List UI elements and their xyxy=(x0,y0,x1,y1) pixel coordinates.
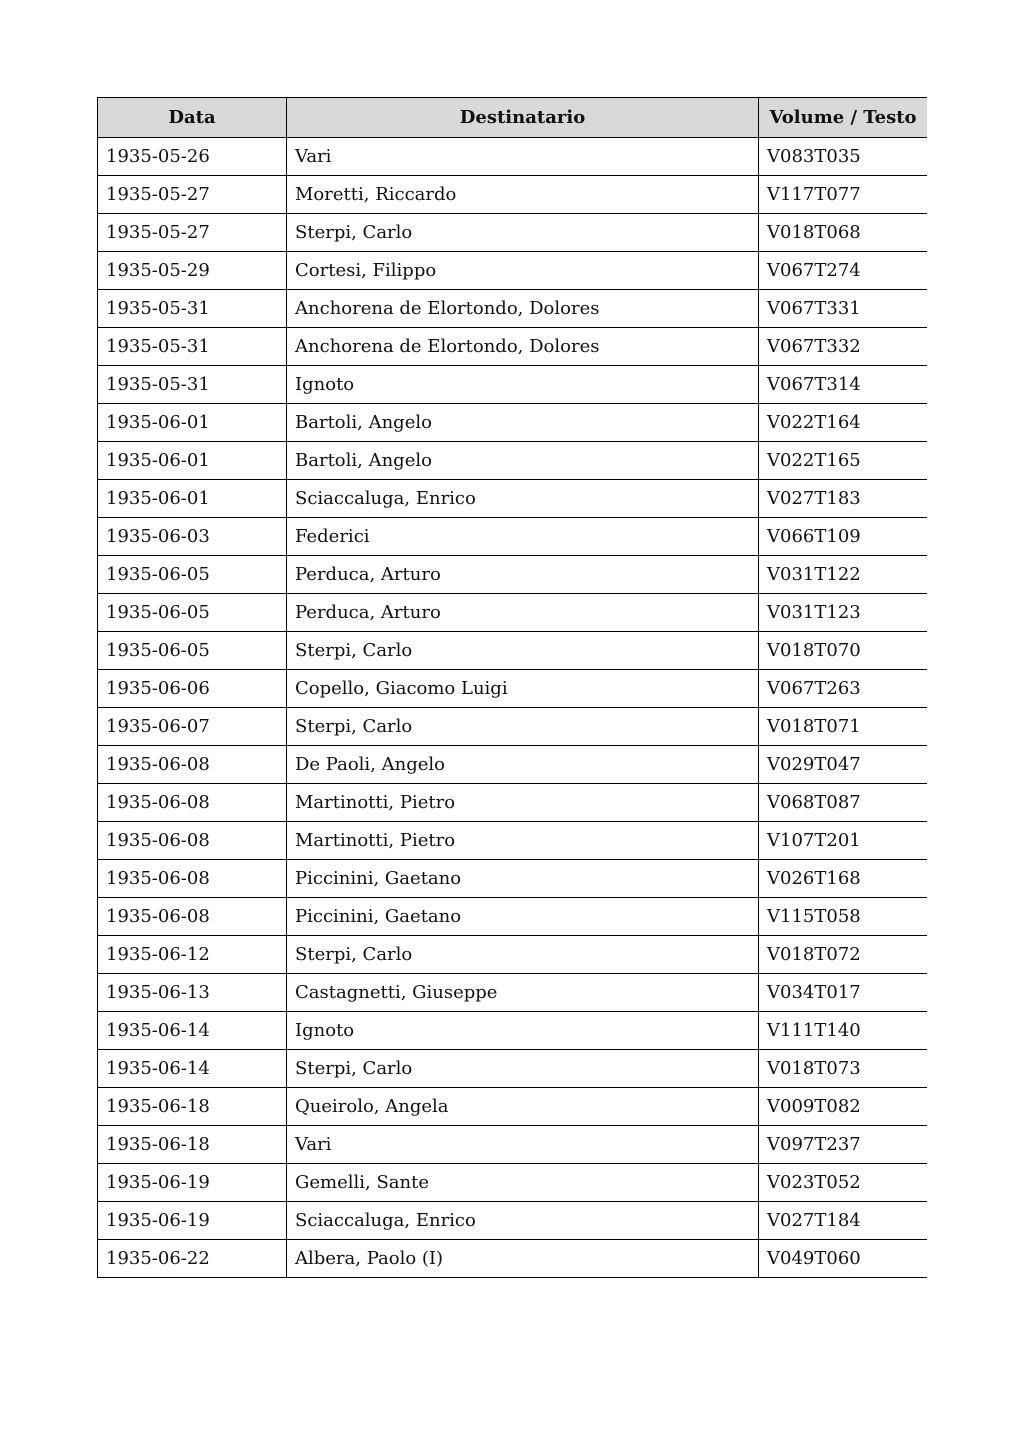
table-row xyxy=(98,556,928,594)
cell-destinatario: Castagnetti, Giuseppe xyxy=(287,974,759,1012)
table-row xyxy=(98,328,928,366)
cell-data: 1935-06-12 xyxy=(98,936,287,974)
table-row xyxy=(98,404,928,442)
cell-destinatario: Queirolo, Angela xyxy=(287,1088,759,1126)
table-row xyxy=(98,480,928,518)
cell-data: 1935-06-08 xyxy=(98,784,287,822)
cell-destinatario: Bartoli, Angelo xyxy=(287,442,759,480)
cell-volume-testo: V018T073 xyxy=(759,1050,928,1088)
cell-destinatario: Sterpi, Carlo xyxy=(287,936,759,974)
table-row xyxy=(98,860,928,898)
cell-data: 1935-05-27 xyxy=(98,176,287,214)
cell-destinatario: Sciaccaluga, Enrico xyxy=(287,480,759,518)
table-row xyxy=(98,822,928,860)
cell-volume-testo: V068T087 xyxy=(759,784,928,822)
cell-data: 1935-06-14 xyxy=(98,1050,287,1088)
cell-volume-testo: V023T052 xyxy=(759,1164,928,1202)
table-row xyxy=(98,1164,928,1202)
cell-destinatario: Moretti, Riccardo xyxy=(287,176,759,214)
table-row xyxy=(98,1050,928,1088)
cell-destinatario: Martinotti, Pietro xyxy=(287,784,759,822)
cell-volume-testo: V018T070 xyxy=(759,632,928,670)
cell-volume-testo: V107T201 xyxy=(759,822,928,860)
cell-volume-testo: V022T164 xyxy=(759,404,928,442)
table-row xyxy=(98,632,928,670)
cell-volume-testo: V111T140 xyxy=(759,1012,928,1050)
table-row xyxy=(98,1202,928,1240)
cell-destinatario: Anchorena de Elortondo, Dolores xyxy=(287,328,759,366)
cell-data: 1935-06-22 xyxy=(98,1240,287,1278)
header-data: Data xyxy=(98,98,287,138)
cell-data: 1935-06-08 xyxy=(98,746,287,784)
cell-destinatario: De Paoli, Angelo xyxy=(287,746,759,784)
cell-destinatario: Sterpi, Carlo xyxy=(287,1050,759,1088)
cell-volume-testo: V067T314 xyxy=(759,366,928,404)
cell-volume-testo: V029T047 xyxy=(759,746,928,784)
cell-data: 1935-06-18 xyxy=(98,1126,287,1164)
cell-destinatario: Sterpi, Carlo xyxy=(287,214,759,252)
cell-volume-testo: V115T058 xyxy=(759,898,928,936)
table-row xyxy=(98,252,928,290)
cell-data: 1935-06-08 xyxy=(98,860,287,898)
cell-destinatario: Piccinini, Gaetano xyxy=(287,898,759,936)
cell-destinatario: Federici xyxy=(287,518,759,556)
cell-data: 1935-05-31 xyxy=(98,328,287,366)
table-row xyxy=(98,708,928,746)
cell-volume-testo: V067T332 xyxy=(759,328,928,366)
cell-volume-testo: V031T122 xyxy=(759,556,928,594)
table-row xyxy=(98,1126,928,1164)
cell-volume-testo: V097T237 xyxy=(759,1126,928,1164)
cell-data: 1935-06-07 xyxy=(98,708,287,746)
cell-volume-testo: V027T183 xyxy=(759,480,928,518)
table-row xyxy=(98,176,928,214)
table-header xyxy=(98,98,928,138)
cell-data: 1935-05-29 xyxy=(98,252,287,290)
cell-destinatario: Vari xyxy=(287,1126,759,1164)
cell-destinatario: Albera, Paolo (I) xyxy=(287,1240,759,1278)
cell-volume-testo: V027T184 xyxy=(759,1202,928,1240)
table-row xyxy=(98,936,928,974)
cell-volume-testo: V049T060 xyxy=(759,1240,928,1278)
cell-data: 1935-06-01 xyxy=(98,404,287,442)
cell-volume-testo: V117T077 xyxy=(759,176,928,214)
cell-data: 1935-06-08 xyxy=(98,898,287,936)
table-row xyxy=(98,214,928,252)
cell-data: 1935-06-19 xyxy=(98,1164,287,1202)
cell-destinatario: Copello, Giacomo Luigi xyxy=(287,670,759,708)
cell-data: 1935-06-01 xyxy=(98,442,287,480)
cell-destinatario: Bartoli, Angelo xyxy=(287,404,759,442)
cell-destinatario: Gemelli, Sante xyxy=(287,1164,759,1202)
table-row xyxy=(98,366,928,404)
cell-data: 1935-06-01 xyxy=(98,480,287,518)
cell-destinatario: Sterpi, Carlo xyxy=(287,632,759,670)
cell-data: 1935-06-05 xyxy=(98,594,287,632)
cell-data: 1935-06-14 xyxy=(98,1012,287,1050)
cell-volume-testo: V067T331 xyxy=(759,290,928,328)
cell-destinatario: Piccinini, Gaetano xyxy=(287,860,759,898)
cell-volume-testo: V026T168 xyxy=(759,860,928,898)
cell-destinatario: Cortesi, Filippo xyxy=(287,252,759,290)
cell-data: 1935-06-13 xyxy=(98,974,287,1012)
header-volume-testo: Volume / Testo xyxy=(759,98,928,138)
table-row xyxy=(98,898,928,936)
cell-volume-testo: V031T123 xyxy=(759,594,928,632)
table-row xyxy=(98,784,928,822)
cell-destinatario: Ignoto xyxy=(287,366,759,404)
cell-data: 1935-06-05 xyxy=(98,632,287,670)
table-body xyxy=(98,138,928,1278)
table-row xyxy=(98,974,928,1012)
cell-data: 1935-06-08 xyxy=(98,822,287,860)
cell-volume-testo: V018T071 xyxy=(759,708,928,746)
table-row xyxy=(98,1012,928,1050)
cell-destinatario: Anchorena de Elortondo, Dolores xyxy=(287,290,759,328)
cell-destinatario: Sterpi, Carlo xyxy=(287,708,759,746)
table-row xyxy=(98,746,928,784)
cell-volume-testo: V022T165 xyxy=(759,442,928,480)
cell-destinatario: Martinotti, Pietro xyxy=(287,822,759,860)
letters-table-container xyxy=(97,97,927,1311)
cell-destinatario: Vari xyxy=(287,138,759,176)
table-row xyxy=(98,1088,928,1126)
cell-volume-testo: V009T082 xyxy=(759,1088,928,1126)
cell-data: 1935-05-26 xyxy=(98,138,287,176)
table-row xyxy=(98,290,928,328)
cell-volume-testo: V067T274 xyxy=(759,252,928,290)
cell-volume-testo: V067T263 xyxy=(759,670,928,708)
header-row xyxy=(98,98,928,138)
cell-data: 1935-06-06 xyxy=(98,670,287,708)
cell-destinatario: Sciaccaluga, Enrico xyxy=(287,1202,759,1240)
cell-data: 1935-06-18 xyxy=(98,1088,287,1126)
cell-destinatario: Perduca, Arturo xyxy=(287,594,759,632)
cell-data: 1935-06-05 xyxy=(98,556,287,594)
cell-volume-testo: V018T068 xyxy=(759,214,928,252)
table-row xyxy=(98,518,928,556)
header-destinatario: Destinatario xyxy=(287,98,759,138)
cell-volume-testo: V083T035 xyxy=(759,138,928,176)
cell-data: 1935-05-31 xyxy=(98,366,287,404)
table-row xyxy=(98,442,928,480)
cell-destinatario: Perduca, Arturo xyxy=(287,556,759,594)
table-row xyxy=(98,138,928,176)
letters-table xyxy=(97,97,927,1278)
cell-data: 1935-05-31 xyxy=(98,290,287,328)
cell-volume-testo: V066T109 xyxy=(759,518,928,556)
table-row xyxy=(98,1240,928,1278)
table-row xyxy=(98,594,928,632)
cell-data: 1935-06-03 xyxy=(98,518,287,556)
cell-data: 1935-06-19 xyxy=(98,1202,287,1240)
cell-data: 1935-05-27 xyxy=(98,214,287,252)
cell-volume-testo: V018T072 xyxy=(759,936,928,974)
cell-destinatario: Ignoto xyxy=(287,1012,759,1050)
table-row xyxy=(98,670,928,708)
cell-volume-testo: V034T017 xyxy=(759,974,928,1012)
